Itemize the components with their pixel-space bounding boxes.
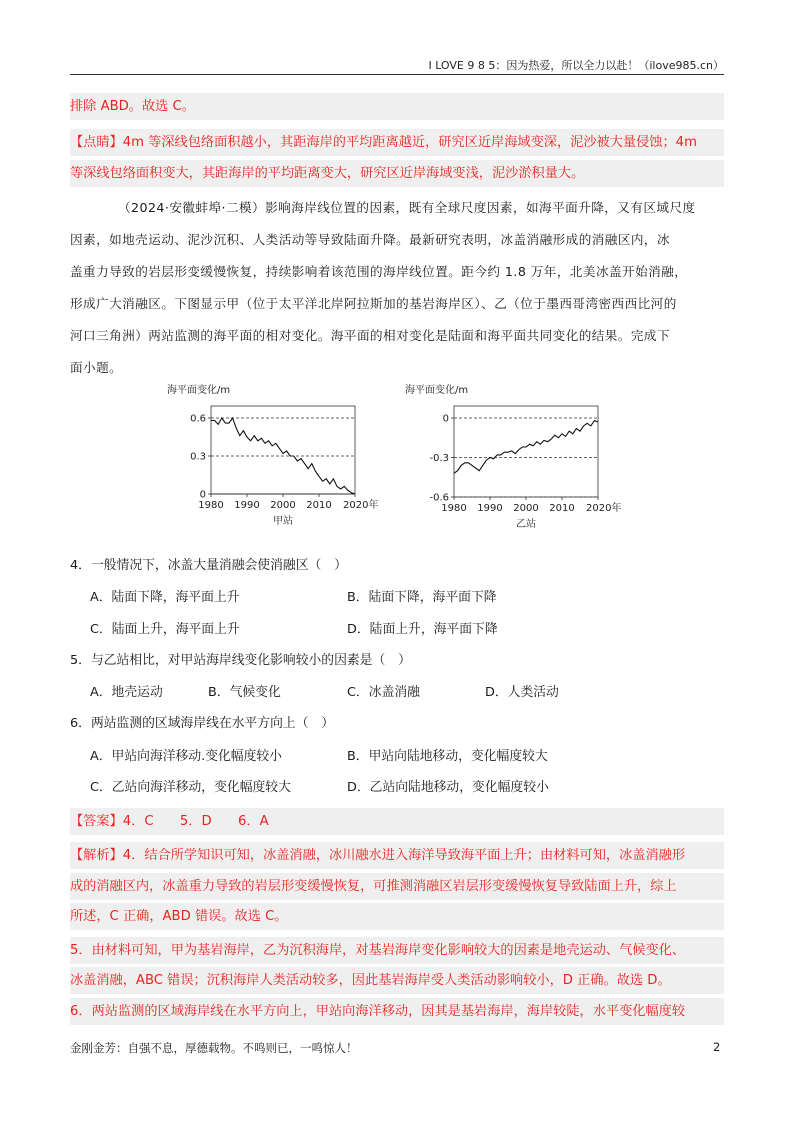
passage-line-2: 因素，如地壳运动、泥沙沉积、人类活动等导致陆面升降。最新研究表明，冰盖消融形成的消融区内，冰 bbox=[70, 232, 671, 247]
q5-option-b[interactable]: B．气候变化 bbox=[208, 685, 281, 700]
q5-option-a[interactable]: A．地壳运动 bbox=[90, 685, 163, 700]
chart-yi-title: 乙站 bbox=[516, 519, 536, 530]
chart-yi-svg bbox=[402, 380, 632, 550]
analysis-line-4: 5．由材料可知，甲为基岩海岸，乙为沉积海岸，对基岩海岸变化影响较大的因素是地壳运动、气候变化、 bbox=[70, 937, 724, 964]
passage-line-5: 河口三角洲）两站监测的海平面的相对变化。海平面的相对变化是陆面和海平面共同变化的结果。完成下 bbox=[70, 328, 671, 343]
question-5-stem: 5．与乙站相比，对甲站海岸线变化影响较小的因素是（ ） bbox=[70, 653, 411, 668]
passage-line-3: 盖重力导致的岩层形变缓慢恢复，持续影响着该范围的海岸线位置。距今约 1.8 万年，北美冰盖开始消融， bbox=[70, 264, 688, 279]
q5-option-c[interactable]: C．冰盖消融 bbox=[347, 685, 420, 700]
chart-jia-ytick-label: 0.3 bbox=[190, 451, 206, 463]
chart-yi-ytick-label: -0.3 bbox=[429, 453, 449, 464]
passage-line-4: 形成广大消融区。下图显示甲（位于太平洋北岸阿拉斯加的基岩海岸区）、乙（位于墨西哥湾密西西比河的 bbox=[70, 296, 677, 311]
q5-option-d[interactable]: D．人类活动 bbox=[485, 685, 559, 700]
q4-option-d[interactable]: D．陆面上升，海平面下降 bbox=[347, 622, 498, 637]
chart-yi-ytick-label: -0.6 bbox=[429, 492, 449, 504]
chart-jia-svg bbox=[163, 380, 383, 550]
question-4-stem: 4．一般情况下，冰盖大量消融会使消融区（ ） bbox=[70, 558, 347, 573]
chart-jia bbox=[163, 380, 383, 550]
chart-jia-ytick-label: 0 bbox=[199, 489, 206, 501]
chart-jia-ytick-label: 0.6 bbox=[190, 413, 206, 425]
chart-jia-xtick-label: 1990 bbox=[234, 500, 260, 511]
answer-continuation: 排除 ABD。故选 C。 bbox=[70, 93, 724, 120]
passage-line-6: 面小题。 bbox=[70, 360, 123, 375]
answer-key: 【答案】4．C 5．D 6．A bbox=[70, 808, 724, 835]
q6-option-b[interactable]: B．甲站向陆地移动，变化幅度较大 bbox=[347, 749, 548, 764]
analysis-line-1: 【解析】4．结合所学知识可知，冰盖消融，冰川融水进入海洋导致海平面上升；由材料可知，冰盖消融形 bbox=[70, 842, 724, 869]
chart-yi bbox=[402, 380, 632, 550]
footer-motto: 金刚金芳：自强不息，厚德载物。不鸣则已，一鸣惊人！ bbox=[70, 1041, 358, 1055]
chart-yi-ytick-label: 0 bbox=[442, 413, 449, 425]
chart-yi-xtick-label: 2010 bbox=[549, 503, 575, 514]
header-rule bbox=[70, 74, 724, 75]
analysis-line-6: 6．两站监测的区域海岸线在水平方向上，甲站向海洋移动，因其是基岩海岸，海岸较陡，水平变化幅度较 bbox=[70, 998, 724, 1025]
analysis-line-2: 成的消融区内，冰盖重力导致的岩层形变缓慢恢复，可推测消融区岩层形变缓慢恢复导致陆面上升，综上 bbox=[70, 873, 724, 900]
passage-line-1: （2024·安徽蚌埠·二模）影响海岸线位置的因素，既有全球尺度因素，如海平面升降，又有区域尺度 bbox=[118, 200, 696, 215]
chart-yi-xtick-label: 2000 bbox=[513, 503, 539, 514]
q6-option-d[interactable]: D．乙站向陆地移动，变化幅度较小 bbox=[347, 780, 549, 795]
note-line-1: 【点睛】4m 等深线包络面积越小，其距海岸的平均距离越近，研究区近岸海域变深，泥沙被大量侵蚀；4m bbox=[70, 129, 724, 156]
chart-jia-xtick-label: 2010 bbox=[306, 500, 332, 511]
chart-yi-frame bbox=[454, 406, 598, 497]
analysis-line-5: 冰盖消融，ABC 错误；沉积海岸人类活动较多，因此基岩海岸受人类活动影响较小，D 正确。故选 D。 bbox=[70, 967, 724, 994]
analysis-line-3: 所述，C 正确，ABD 错误。故选 C。 bbox=[70, 903, 724, 930]
q4-option-a[interactable]: A．陆面下降，海平面上升 bbox=[90, 590, 240, 605]
chart-yi-series-line bbox=[454, 421, 598, 474]
chart-yi-ylabel: 海平面变化/m bbox=[405, 385, 469, 396]
chart-jia-xtick-label: 1980 bbox=[198, 500, 224, 511]
note-line-2: 等深线包络面积变大，其距海岸的平均距离变大，研究区近岸海域变浅，泥沙淤积量大。 bbox=[70, 160, 724, 187]
chart-yi-xtick-label: 1990 bbox=[477, 503, 503, 514]
q6-option-a[interactable]: A．甲站向海洋移动.变化幅度较小 bbox=[90, 749, 282, 764]
chart-jia-xtick-label: 2020年 bbox=[343, 500, 379, 511]
page-header: I LOVE 9 8 5：因为热爱，所以全力以赴！（ilove985.cn） bbox=[428, 59, 724, 72]
chart-yi-xtick-label: 2020年 bbox=[586, 503, 622, 514]
page-number: 2 bbox=[713, 1040, 721, 1054]
chart-jia-xtick-label: 2000 bbox=[270, 500, 296, 511]
q4-option-c[interactable]: C．陆面上升，海平面上升 bbox=[90, 622, 240, 637]
q4-option-b[interactable]: B．陆面下降，海平面下降 bbox=[347, 590, 497, 605]
chart-jia-title: 甲站 bbox=[273, 516, 293, 527]
q6-option-c[interactable]: C．乙站向海洋移动，变化幅度较大 bbox=[90, 780, 291, 795]
chart-yi-xtick-label: 1980 bbox=[441, 503, 467, 514]
question-6-stem: 6．两站监测的区域海岸线在水平方向上（ ） bbox=[70, 716, 335, 731]
chart-jia-ylabel: 海平面变化/m bbox=[167, 385, 231, 396]
